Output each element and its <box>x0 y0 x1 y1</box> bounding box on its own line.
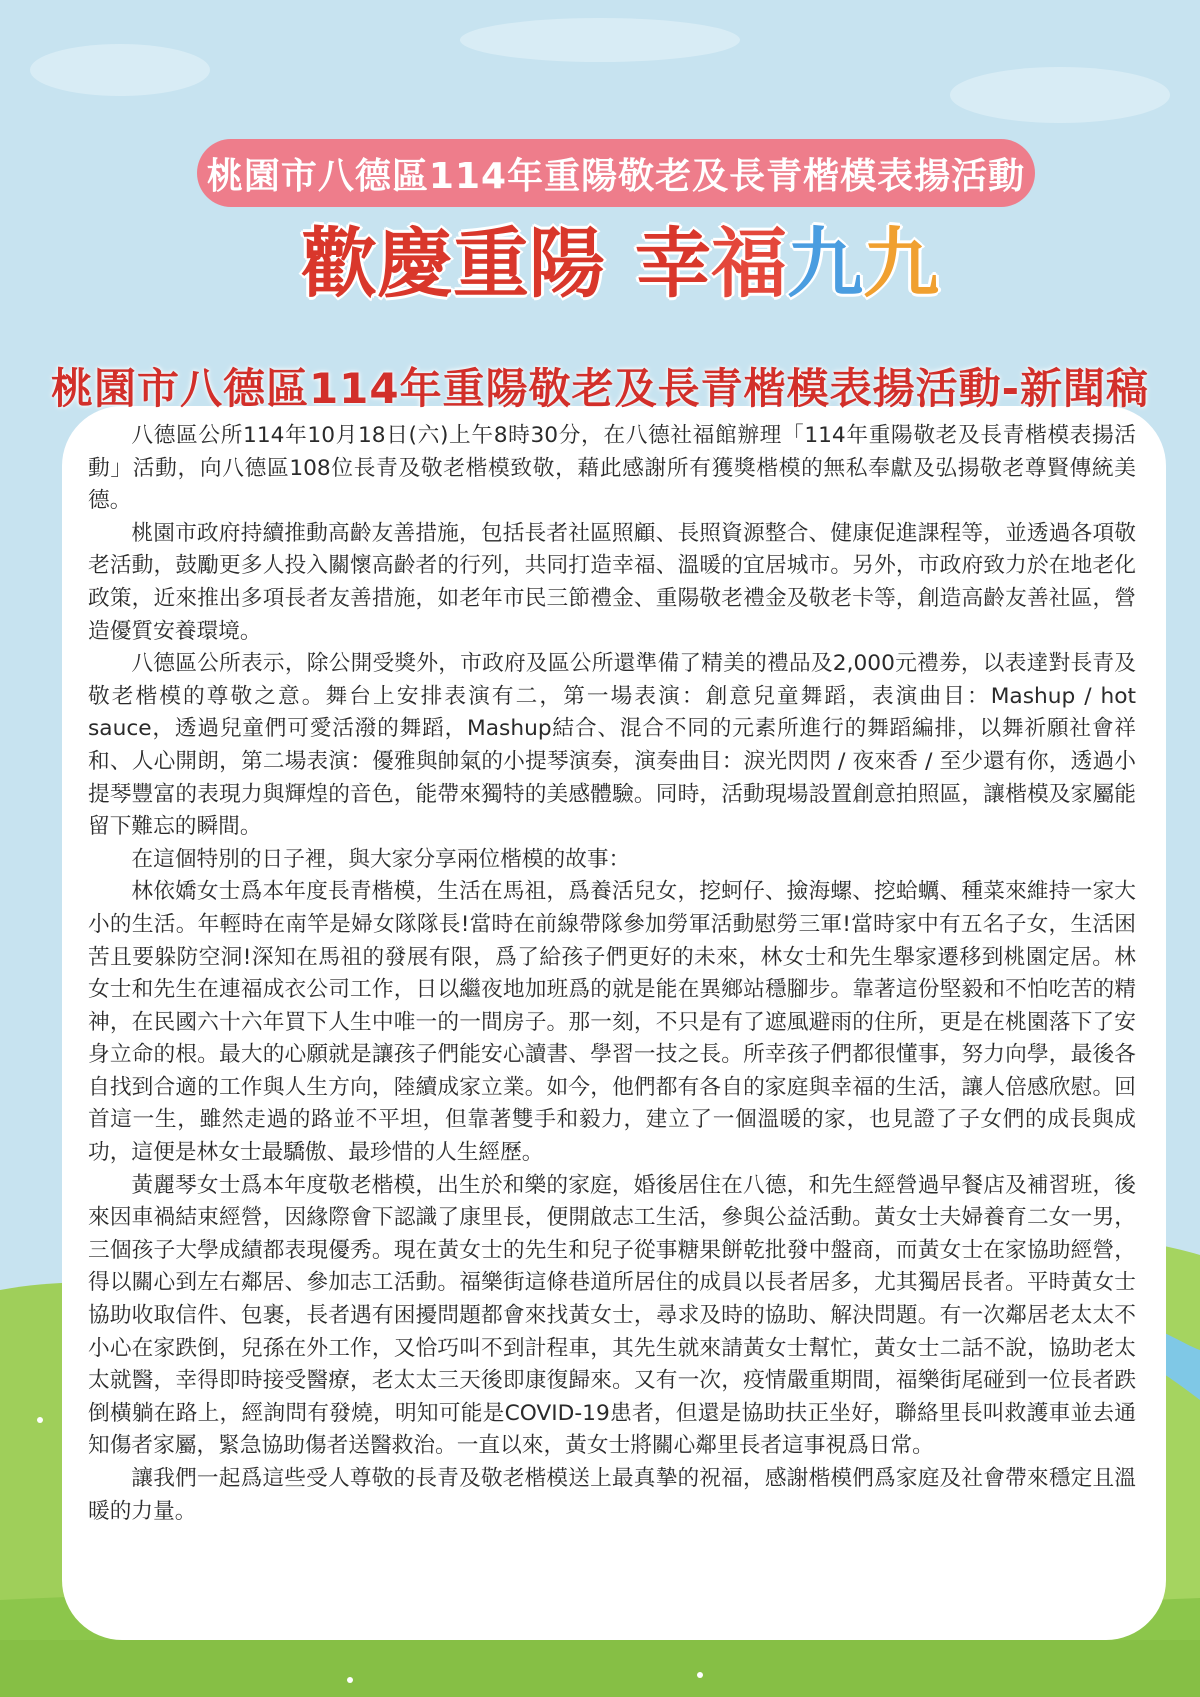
hero-char: 歡 <box>301 219 377 308</box>
hero-title <box>230 214 1010 314</box>
hero-char: 福 <box>711 219 787 308</box>
hero-char: 慶 <box>377 219 453 308</box>
hero-char: 陽 <box>529 219 605 308</box>
article-body <box>88 420 1136 1528</box>
header-banner <box>197 139 1035 207</box>
hero-char: 幸 <box>635 219 711 308</box>
article-paragraph: 讓我們一起爲這些受人尊敬的長青及敬老楷模送上最真摯的祝福，感謝楷模們爲家庭及社會帶來穩定且溫暖的力量。 <box>88 1466 1136 1524</box>
article-paragraph: 八德區公所表示，除公開受獎外，市政府及區公所還準備了精美的禮品及2,000元禮劵，以表達對長青及敬老楷模的尊敬之意。舞台上安排表演有二，第一場表演：創意兒童舞蹈，表演曲目：Mashup / hot sauce，透過兒童們可愛活潑的舞蹈，Mashup結合、混合不同的元素所進行的舞蹈編排，以舞祈願社會祥和、人心開朗，第二場表演：優雅與帥氣的小提琴演奏，演奏曲目：淚光閃閃 / 夜來香 / 至少還有你，透過小提琴豐富的表現力與輝煌的音色，能帶來獨特的美感體驗。同時，活動現場設置創意拍照區，讓楷模及家屬能留下難忘的瞬間。 <box>88 651 1136 840</box>
hero-char: 九 <box>863 219 939 308</box>
hero-char: 重 <box>453 219 529 308</box>
grass-base <box>0 1640 1200 1697</box>
news-release-title: 桃園市八德區114年重陽敬老及長青楷模表揚活動-新聞稿 <box>50 364 1150 413</box>
header-banner-text: 桃園市八德區114年重陽敬老及長青楷模表揚活動 <box>206 155 1026 197</box>
article-paragraph: 黃麗琴女士爲本年度敬老楷模，出生於和樂的家庭，婚後居住在八德，和先生經營過早餐店及補習班，後來因車禍結束經營，因緣際會下認識了康里長，便開啟志工生活，參與公益活動。黃女士夫婦養育二女一男，三個孩子大學成績都表現優秀。現在黃女士的先生和兒子從事糖果餅乾批發中盤商，而黃女士在家協助經營，得以關心到左右鄰居、參加志工活動。福樂街這條巷道所居住的成員以長者居多，尤其獨居長者。平時黃女士協助收取信件、包裹，長者遇有困擾問題都會來找黃女士，尋求及時的協助、解決問題。有一次鄰居老太太不小心在家跌倒，兒孫在外工作，又恰巧叫不到計程車，其先生就來請黃女士幫忙，黃女士二話不說，協助老太太就醫，幸得即時接受醫療，老太太三天後即康復歸來。又有一次，疫情嚴重期間，福樂街尾碰到一位長者跌倒橫躺在路上，經詢問有發燒，明知可能是COVID-19患者，但還是協助扶正坐好，聯絡里長叫救護車並去通知傷者家屬，緊急協助傷者送醫救治。一直以來，黃女士將關心鄰里長者這事視爲日常。 <box>88 1172 1136 1459</box>
article-paragraph: 八德區公所114年10月18日(六)上午8時30分，在八德社福館辦理「114年重陽敬老及長青楷模表揚活動」活動，向八德區108位長青及敬老楷模致敬，藉此感謝所有獲獎楷模的無私奉獻及弘揚敬老尊賢傳統美德。 <box>88 423 1136 514</box>
hero-char: 九 <box>787 219 863 308</box>
article-paragraph: 在這個特別的日子裡，與大家分享兩位楷模的故事： <box>131 846 631 872</box>
article-paragraph: 林依嬌女士爲本年度長青楷模，生活在馬祖，爲養活兒女，挖蚵仔、撿海螺、挖蛤蠣、種菜來維持一家大小的生活。年輕時在南竿是婦女隊隊長!當時在前線帶隊參加勞軍活動慰勞三軍!當時家中有五名子女，生活困苦且要躲防空洞!深知在馬祖的發展有限，爲了給孩子們更好的未來，林女士和先生舉家遷移到桃園定居。林女士和先生在連福成衣公司工作，日以繼夜地加班爲的就是能在異鄉站穩腳步。靠著這份堅毅和不怕吃苦的精神，在民國六十六年買下人生中唯一的一間房子。那一刻，不只是有了遮風避雨的住所，更是在桃園落下了安身立命的根。最大的心願就是讓孩子們能安心讀書、學習一技之長。所幸孩子們都很懂事，努力向學，最後各自找到合適的工作與人生方向，陸續成家立業。如今，他們都有各自的家庭與幸福的生活，讓人倍感欣慰。回首這一生，雖然走過的路並不平坦，但靠著雙手和毅力，建立了一個溫暖的家，也見證了子女們的成長與成功，這便是林女士最驕傲、最珍惜的人生經歷。 <box>88 879 1136 1166</box>
article-paragraph: 桃園市政府持續推動高齡友善措施，包括長者社區照顧、長照資源整合、健康促進課程等，並透過各項敬老活動，鼓勵更多人投入關懷高齡者的行列，共同打造幸福、溫暖的宜居城市。另外，市政府致力於在地老化政策，近來推出多項長者友善措施，如老年市民三節禮金、重陽敬老禮金及敬老卡等，創造高齡友善社區，營造優質安養環境。 <box>88 520 1136 644</box>
